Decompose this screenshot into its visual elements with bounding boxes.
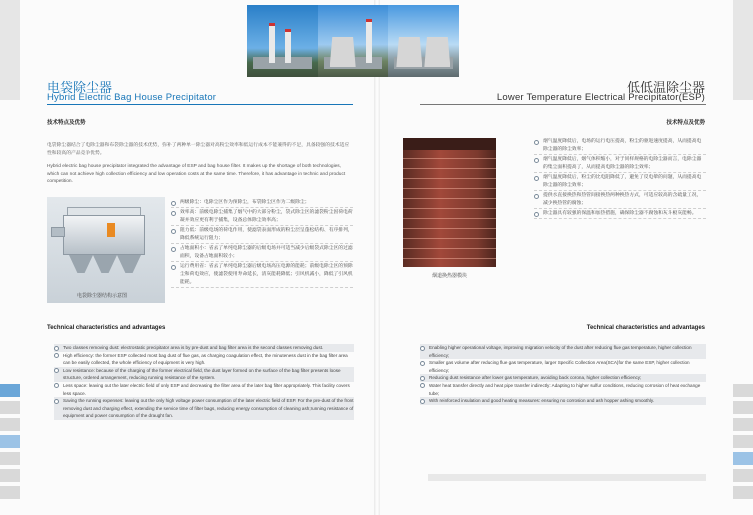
list-item: Reducing dust resistance after lower gas temperature, avoiding back corona, higher collection efficiency; bbox=[420, 374, 706, 382]
right-title-rule bbox=[420, 104, 706, 105]
bullet-icon bbox=[54, 353, 59, 358]
banner-panel-left bbox=[247, 5, 318, 77]
bullet-icon bbox=[534, 140, 539, 145]
left-title-cn: 电袋除尘器 bbox=[47, 80, 113, 95]
bullet-icon bbox=[54, 399, 59, 404]
right-figure-caption: 烟道换热器模块 bbox=[432, 273, 468, 279]
left-strip-grey bbox=[0, 0, 20, 100]
list-item: Two classes removing dust: electrostatic precipitator area is by pre-dust and bag filter area is the second classes removing dust. bbox=[54, 344, 354, 352]
bullet-icon bbox=[420, 399, 425, 404]
right-bottom-bar bbox=[428, 474, 706, 481]
right-title-cn: 低低温除尘器 bbox=[626, 80, 705, 95]
bullet-icon bbox=[171, 201, 176, 206]
right-en-bullet-list bbox=[420, 344, 706, 405]
list-item: 运行费用省：省去了单纯电除尘器后级电场高压电源的能耗；前级电除尘区的预除尘和荷电效应，使滤袋使用寿命延长，清灰能耗降低；引风机减小，降低了引风机能耗。 bbox=[171, 263, 353, 288]
power-plant-banner-photo bbox=[247, 5, 459, 77]
list-item: 占地面积小：省去了单纯电除尘器的后级电场并可适当减少后级袋式除尘区的过滤面积，设备占地面积较小； bbox=[171, 245, 353, 262]
bullet-icon bbox=[171, 211, 176, 216]
banner-panel-right bbox=[388, 5, 459, 77]
list-item: 阻力低：前级电场的荷电作用，使滤袋表面形成的粉尘层呈蓬松结构、有序排列，降低系统运行阻力； bbox=[171, 227, 353, 244]
list-item: Low resistance: because of the charging of the former electrical field, the dust layer formed on the surface of the bag filter presents loose structure, ordered arrangement, reducing running resistance of the system. bbox=[54, 367, 354, 382]
bullet-icon bbox=[534, 176, 539, 181]
left-en-bullet-list bbox=[54, 344, 354, 420]
page-gutter bbox=[374, 0, 380, 515]
list-item: 两级除尘：电除尘区作为预除尘，布袋除尘区作为二级除尘； bbox=[171, 199, 353, 208]
left-cn-bullet-list bbox=[171, 199, 353, 289]
bullet-icon bbox=[54, 368, 59, 373]
list-item: Enabling higher operational voltage, improving migration velocity of the dust after reducing flue gas temperature, higher collection efficiency; bbox=[420, 344, 706, 359]
bullet-icon bbox=[534, 194, 539, 199]
left-intro-en: Hybrid electric bag house precipitator integrated the advantage of ESP and bag house filter. It makes up the shortage of both technologies, which can not achieve high collection efficiency and low operation costs at the same time. Therefore, it has advantage in technic and product competition. bbox=[47, 164, 346, 184]
left-strip-blocks bbox=[0, 384, 20, 503]
bullet-icon bbox=[420, 361, 425, 366]
left-title-en: Hybrid Electric Bag House Precipitator bbox=[47, 92, 217, 103]
bag-house-diagram bbox=[47, 197, 165, 303]
left-section-cn: 技术特点及优势 bbox=[47, 120, 86, 126]
list-item: Less space: leaving out the later electric field of only ESP and decreasing the filter area of the later bag filter appropriately. This facility covers less space. bbox=[54, 382, 354, 397]
bullet-icon bbox=[171, 229, 176, 234]
list-item: Smaller gas volume after reducing flue gas temperature, larger Specific Collection Area(SCA)for the same ESP, higher collection efficiency; bbox=[420, 359, 706, 374]
bullet-icon bbox=[420, 383, 425, 388]
list-item: High efficiency: the former ESP collected most bag dust of flue gas, as charging coagulation effect, the minuteness dust in the bag filter area can be easily collected, the whole efficiency of equipment is very high. bbox=[54, 352, 354, 367]
left-figure-caption: 电袋除尘器结构示意图 bbox=[77, 293, 128, 299]
right-section-en: Technical characteristics and advantages bbox=[586, 325, 705, 331]
list-item: 烟气温度降低后，电场的运行电压提高，粉尘的驱进速度提高，从而提高电除尘器的除尘效率； bbox=[534, 138, 706, 155]
right-strip-grey bbox=[733, 0, 753, 100]
right-strip-blocks bbox=[733, 384, 753, 503]
banner-panel-middle bbox=[318, 5, 389, 77]
bullet-icon bbox=[171, 247, 176, 252]
right-section-cn: 技术特点及优势 bbox=[666, 120, 705, 126]
list-item: 烟气温度降低后，粉尘的比电阻降低了，避免了反电晕的问题，从而提高电除尘器的除尘效率； bbox=[534, 174, 706, 191]
bullet-icon bbox=[54, 383, 59, 388]
bullet-icon bbox=[534, 158, 539, 163]
heat-exchanger-photo bbox=[403, 138, 496, 267]
bullet-icon bbox=[534, 212, 539, 217]
list-item: Water heat transfer directly and heat pipe transfer indirectly: Adapting to higher sulfur conditions, reducing corrosion of heat exchange tube; bbox=[420, 382, 706, 397]
left-title-rule bbox=[47, 104, 353, 105]
list-item: 烟气温度降低后，烟气体积缩小，对于同样规格的电除尘器而言，电除尘器的集尘面积提高了，从而提高电除尘器的除尘效率； bbox=[534, 156, 706, 173]
list-item: With reinforced insulation and good heating measures: ensuring no corrosion and ash hopper ashing smoothly. bbox=[420, 397, 706, 405]
bullet-icon bbox=[54, 346, 59, 351]
list-item: Saving the running expenses: leaving out the only high voltage power consumption of the later electric field of ESP. For the pre-dust of the front removing dust and charging effect, extending the service time of filter bags, reducing energy consumption of cleaning ash;running resistance of equipment and power consumption of the draught fan. bbox=[54, 397, 354, 420]
left-intro-cn: 电袋除尘器结合了电除尘器和布袋除尘器的技术优势，弥补了两种单一除尘器对高粉尘效率和低运行成本不能兼得的不足，具备较强的技术适应性和较高的产品竞争优势。 bbox=[47, 143, 350, 156]
list-item: 提供水直接换热和热管间接换热两种换热方式，可适应较高的含硫量工况，减少换热管的腐蚀； bbox=[534, 192, 706, 209]
bullet-icon bbox=[171, 265, 176, 270]
bullet-icon bbox=[420, 376, 425, 381]
right-cn-bullet-list bbox=[534, 138, 706, 220]
left-section-en: Technical characteristics and advantages bbox=[47, 325, 166, 331]
list-item: 效率高：前级电除尘捕集了烟气中的大部分粉尘，袋式除尘区的滤袋粉尘因荷电荷凝并效应更有利于捕集，设备总体除尘效率高； bbox=[171, 209, 353, 226]
list-item: 除尘器具有较强的保温和加热措施，确保除尘器不腐蚀和灰斗板灰能畅。 bbox=[534, 210, 706, 219]
right-title-en: Lower Temperature Electrical Precipitator(ESP) bbox=[496, 92, 705, 103]
bullet-icon bbox=[420, 346, 425, 351]
